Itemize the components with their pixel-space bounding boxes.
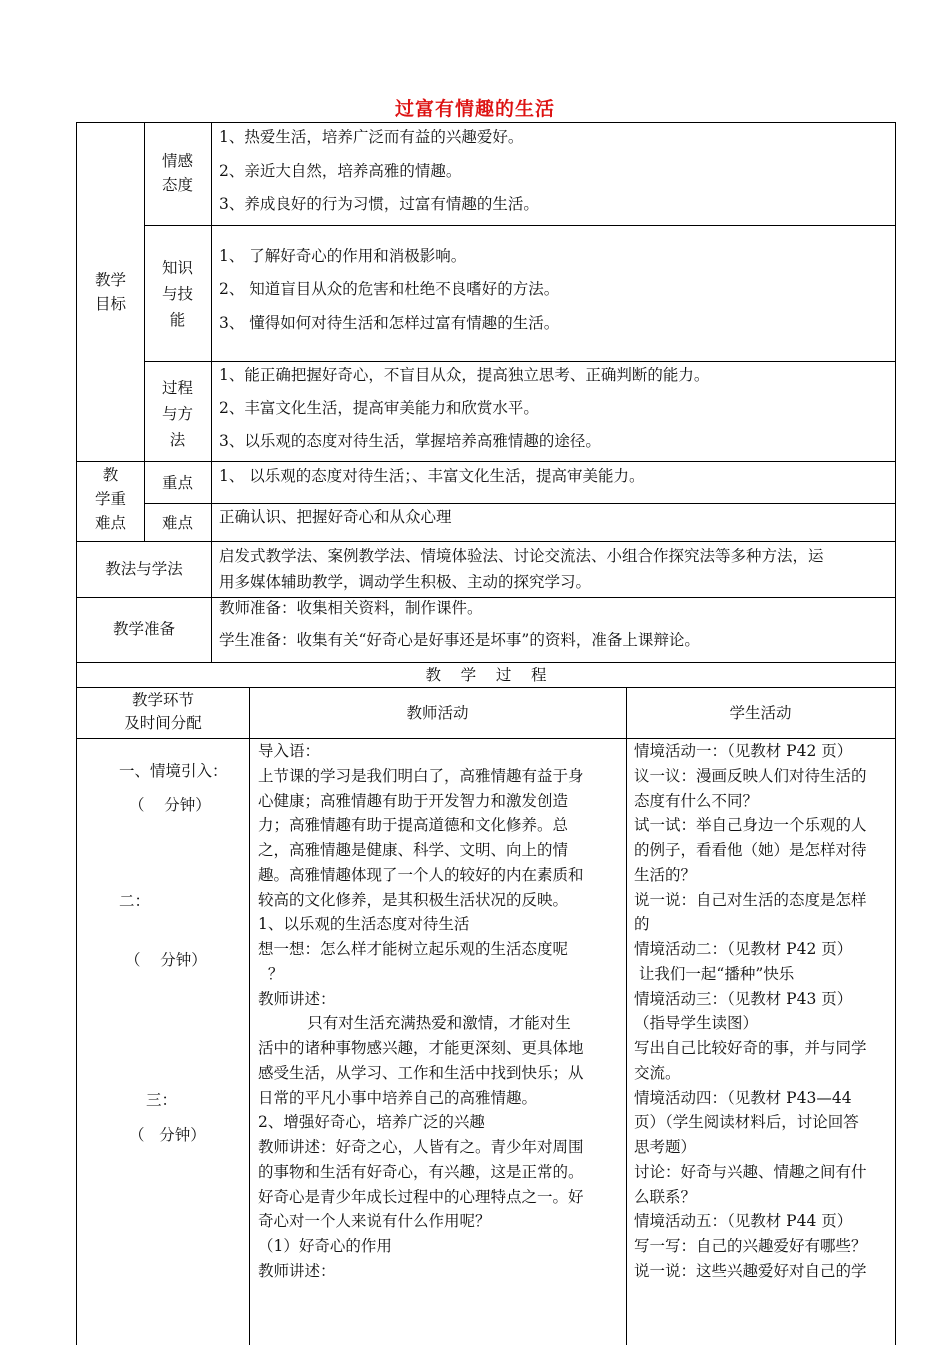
student-activity-line: 让我们一起“播种”快乐 xyxy=(634,964,795,983)
emotion-item: 1、热爱生活，培养广泛而有益的兴趣爱好。 xyxy=(219,128,524,146)
difficulty-text: 正确认识、把握好奇心和从众心理 xyxy=(219,508,452,526)
methods-line: 启发式教学法、案例教学法、情境体验法、讨论交流法、小组合作探究法等多种方法，运 xyxy=(219,547,824,565)
teacher-activity-line: 日常的平凡小事中培养自己的高雅情趣。 xyxy=(258,1088,538,1107)
prep-label: 教学准备 xyxy=(112,620,175,638)
stage-name: 三： xyxy=(146,1091,178,1109)
teacher-activity-line: 力；高雅情趣有助于提高道德和文化修养。总 xyxy=(258,816,569,835)
emotion-item: 3、养成良好的行为习惯，过富有情趣的生活。 xyxy=(219,195,539,213)
student-activity-line: 页）（学生阅读材料后，讨论回答 xyxy=(634,1113,859,1132)
knowledge-label: 知识 与技 能 xyxy=(161,259,193,329)
col-divider xyxy=(249,687,250,1345)
row-divider xyxy=(77,687,895,688)
teacher-activity-line: 2、增强好奇心，培养广泛的兴趣 xyxy=(258,1113,485,1132)
student-activity-line: 写一写：自己的兴趣爱好有哪些？ xyxy=(634,1237,867,1255)
row-divider xyxy=(144,503,895,504)
lesson-plan-table xyxy=(76,122,896,1345)
methods-line: 用多媒体辅助教学，调动学生积极、主动的探究学习。 xyxy=(219,573,592,591)
teacher-activity-line: （1）好奇心的作用 xyxy=(258,1237,392,1255)
row-divider xyxy=(77,461,895,462)
teacher-activity-line: 奇心对一个人来说有什么作用呢？ xyxy=(258,1212,491,1231)
student-activity-line: 讨论：好奇与兴趣、情趣之间有什 xyxy=(634,1162,867,1181)
teacher-activity-line: 好奇心是青少年成长过程中的心理特点之一。好 xyxy=(258,1187,584,1206)
student-activity-line: 思考题） xyxy=(634,1138,697,1156)
prep-student: 学生准备：收集有关“好奇心是好事还是坏事”的资料，准备上课辩论。 xyxy=(219,631,700,649)
teacher-activity-line: 教师讲述：好奇之心，人皆有之。青少年对周围 xyxy=(258,1138,584,1156)
teacher-activity-line: ？ xyxy=(258,964,284,983)
process-header: 教 学 过 程 xyxy=(425,666,547,684)
teacher-activity-line: 之，高雅情趣是健康、科学、文明、向上的情 xyxy=(258,841,569,859)
teacher-activity-line: 教师讲述： xyxy=(258,1261,336,1280)
student-activity-line: 的例子，看看他（她）是怎样对待 xyxy=(634,841,867,859)
student-activity-line: 写出自己比较好奇的事，并与同学 xyxy=(634,1039,867,1057)
teacher-activity-line: 上节课的学习是我们明白了，高雅情趣有益于身 xyxy=(258,766,584,785)
keypoints-label: 教 学重 难点 xyxy=(94,466,126,532)
student-activity-line: 说一说：自己对生活的态度是怎样 xyxy=(634,890,867,909)
stage-name: 一、情境引入： xyxy=(119,762,228,780)
teacher-activity-line: 的事物和生活有好奇心，有兴趣，这是正常的。 xyxy=(258,1162,584,1181)
stage-time: （ 分钟） xyxy=(125,951,207,969)
teacher-activity-line: 导入语： xyxy=(258,742,321,760)
difficulty-label: 难点 xyxy=(161,514,193,532)
student-activity-line: 交流。 xyxy=(634,1063,681,1082)
emotion-item: 2、亲近大自然，培养高雅的情趣。 xyxy=(219,162,462,180)
column-header-student: 学生活动 xyxy=(729,704,792,722)
student-activity xyxy=(634,739,892,1284)
row-divider xyxy=(77,541,895,542)
process-label: 过程 与方 法 xyxy=(161,379,193,449)
process-item: 3、以乐观的态度对待生活，掌握培养高雅情趣的途径。 xyxy=(219,432,601,450)
teacher-activity-line: 只有对生活充满热爱和激情，才能对生 xyxy=(258,1014,571,1033)
student-activity-line: 生活的？ xyxy=(634,865,697,884)
row-divider xyxy=(144,361,895,362)
row-divider xyxy=(77,597,895,598)
student-activity-line: 议一议：漫画反映人们对待生活的 xyxy=(634,766,867,785)
student-activity-line: 的 xyxy=(634,915,650,934)
teacher-activity-line: 1、以乐观的生活态度对待生活 xyxy=(258,915,470,934)
teacher-activity-line: 教师讲述： xyxy=(258,989,336,1008)
knowledge-item: 3、 懂得如何对待生活和怎样过富有情趣的生活。 xyxy=(219,314,560,332)
student-activity-line: 情境活动三：（见教材 P43 页） xyxy=(634,989,853,1008)
knowledge-item: 2、 知道盲目从众的危害和杜绝不良嗜好的方法。 xyxy=(219,280,560,298)
focus-label: 重点 xyxy=(161,474,193,492)
stage-name: 二： xyxy=(119,892,151,910)
methods-label: 教法与学法 xyxy=(105,560,183,578)
page-title: 过富有情趣的生活 xyxy=(394,98,555,120)
prep-teacher: 教师准备：收集相关资料，制作课件。 xyxy=(219,599,483,617)
col-divider xyxy=(211,123,212,662)
teacher-activity xyxy=(258,739,622,1284)
teacher-activity-line: 活中的诸种事物感兴趣，才能更深刻、更具体地 xyxy=(258,1039,584,1057)
focus-text: 1、 以乐观的态度对待生活；、丰富文化生活，提高审美能力。 xyxy=(219,467,645,485)
student-activity-line: 试一试：举自己身边一个乐观的人 xyxy=(634,816,867,835)
student-activity-line: 说一说：这些兴趣爱好对自己的学 xyxy=(634,1261,867,1280)
stage-time: （ 分钟） xyxy=(129,1126,206,1144)
student-activity-line: 情境活动五：（见教材 P44 页） xyxy=(634,1212,853,1231)
student-activity-line: 情境活动四：（见教材 P43—44 xyxy=(634,1088,852,1107)
goals-label: 教学 目标 xyxy=(94,271,126,313)
column-header-stage: 教学环节 及时间分配 xyxy=(124,691,202,732)
teacher-activity-line: 想一想：怎么样才能树立起乐观的生活态度呢 xyxy=(258,940,569,958)
student-activity-line: 情境活动二：（见教材 P42 页） xyxy=(634,940,853,958)
student-activity-line: 态度有什么不同？ xyxy=(634,791,759,810)
teacher-activity-line: 趣。高雅情趣体现了一个人的较好的内在素质和 xyxy=(258,865,584,884)
column-header-teacher: 教师活动 xyxy=(406,704,469,722)
knowledge-item: 1、 了解好奇心的作用和消极影响。 xyxy=(219,247,467,265)
row-divider xyxy=(144,225,895,226)
student-activity-line: 情境活动一：（见教材 P42 页） xyxy=(634,742,853,760)
student-activity-line: 么联系？ xyxy=(634,1187,697,1206)
teacher-activity-line: 较高的文化修养，是其积极生活状况的反映。 xyxy=(258,890,569,909)
teacher-activity-line: 心健康；高雅情趣有助于开发智力和激发创造 xyxy=(258,791,569,810)
process-item: 1、能正确把握好奇心，不盲目从众，提高独立思考、正确判断的能力。 xyxy=(219,366,710,384)
student-activity-line: （指导学生读图） xyxy=(634,1014,759,1033)
emotion-label: 情感 态度 xyxy=(161,152,193,194)
stage-time: （ 分钟） xyxy=(129,796,211,814)
process-item: 2、丰富文化生活，提高审美能力和欣赏水平。 xyxy=(219,399,539,417)
teacher-activity-line: 感受生活，从学习、工作和生活中找到快乐；从 xyxy=(258,1063,584,1082)
col-divider xyxy=(626,687,627,1345)
